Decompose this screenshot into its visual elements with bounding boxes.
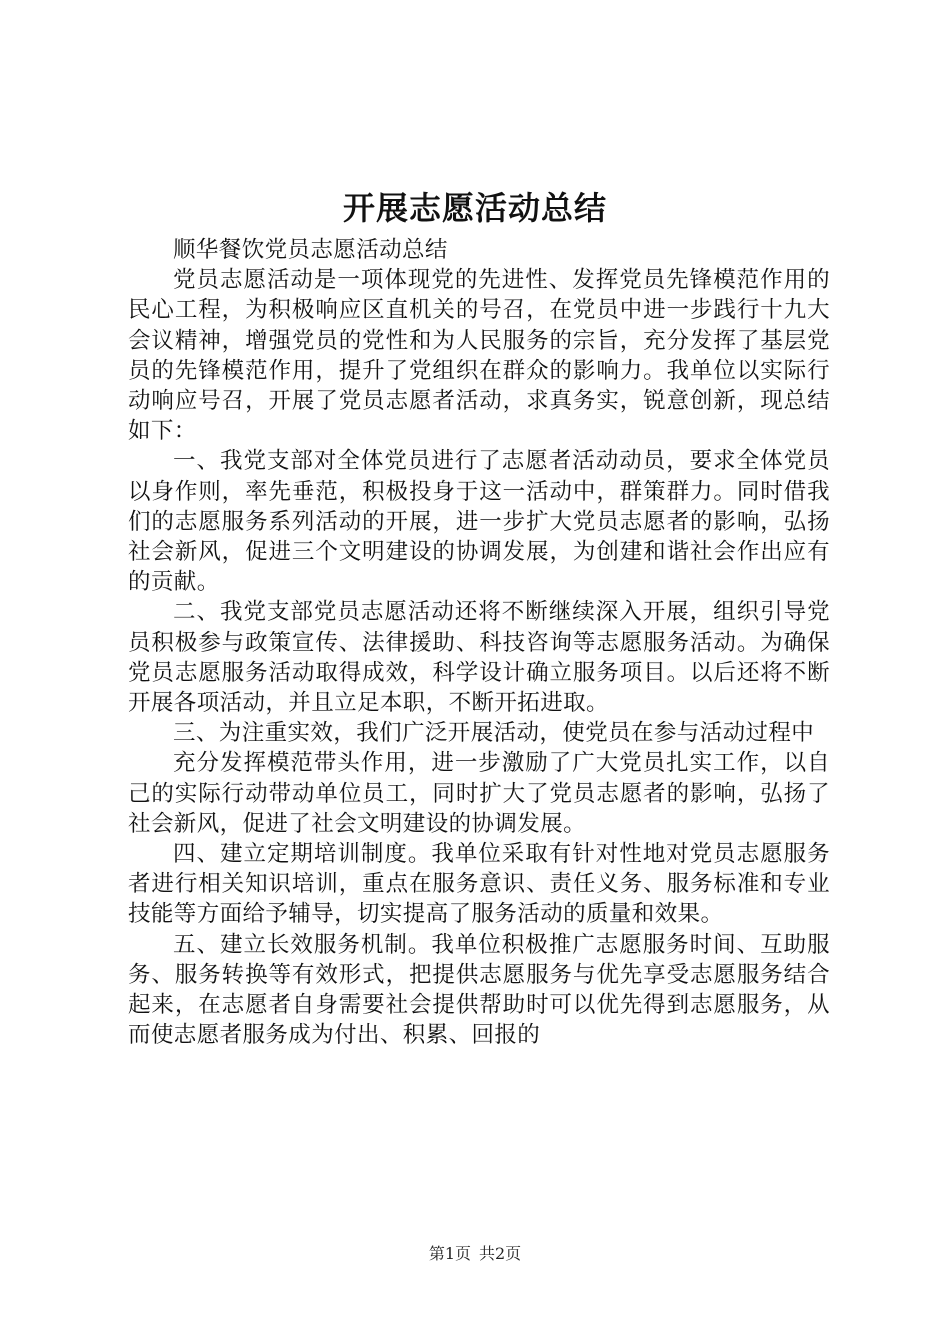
paragraph-section-2: 二、我党支部党员志愿活动还将不断继续深入开展，组织引导党员积极参与政策宣传、法律援助、科技咨询等志愿服务活动。为确保党员志愿服务活动取得成效，科学设计确立服务项目。以后还将不断开展各项活动，并且立足本职，不断开拓进取。 bbox=[128, 599, 830, 717]
paragraph-subtitle: 顺华餐饮党员志愿活动总结 bbox=[173, 237, 448, 263]
document-body bbox=[128, 235, 830, 1050]
document-title: 开展志愿活动总结 bbox=[342, 189, 607, 227]
paragraph-intro: 党员志愿活动是一项体现党的先进性、发挥党员先锋模范作用的民心工程，为积极响应区直机关的号召，在党员中进一步践行十九大会议精神，增强党员的党性和为人民服务的宗旨，充分发挥了基层党员的先锋模范作用，提升了党组织在群众的影响力。我单位以实际行动响应号召，开展了党员志愿者活动，求真务实，锐意创新，现总结如下： bbox=[128, 267, 830, 445]
paragraph-section-1: 一、我党支部对全体党员进行了志愿者活动动员，要求全体党员以身作则，率先垂范，积极投身于这一活动中，群策群力。同时借我们的志愿服务系列活动的开展，进一步扩大党员志愿者的影响，弘扬社会新风，促进三个文明建设的协调发展，为创建和谐社会作出应有的贡献。 bbox=[128, 448, 830, 596]
paragraph-section-3-continued: 充分发挥模范带头作用，进一步激励了广大党员扎实工作，以自己的实际行动带动单位员工，同时扩大了党员志愿者的影响，弘扬了社会新风，促进了社会文明建设的协调发展。 bbox=[128, 750, 830, 837]
page-number: 第1页 bbox=[428, 1244, 471, 1263]
page-total: 共2页 bbox=[479, 1244, 522, 1263]
paragraph-section-4: 四、建立定期培训制度。我单位采取有针对性地对党员志愿服务者进行相关知识培训，重点在服务意识、责任义务、服务标准和专业技能等方面给予辅导，切实提高了服务活动的质量和效果。 bbox=[128, 841, 830, 928]
paragraph-section-5: 五、建立长效服务机制。我单位积极推广志愿服务时间、互助服务、服务转换等有效形式，把提供志愿服务与优先享受志愿服务结合起来，在志愿者自身需要社会提供帮助时可以优先得到志愿服务，从而使志愿者服务成为付出、积累、回报的 bbox=[128, 931, 830, 1049]
paragraph-section-3: 三、为注重实效，我们广泛开展活动，使党员在参与活动过程中 bbox=[173, 720, 815, 747]
page-footer bbox=[0, 1243, 950, 1265]
